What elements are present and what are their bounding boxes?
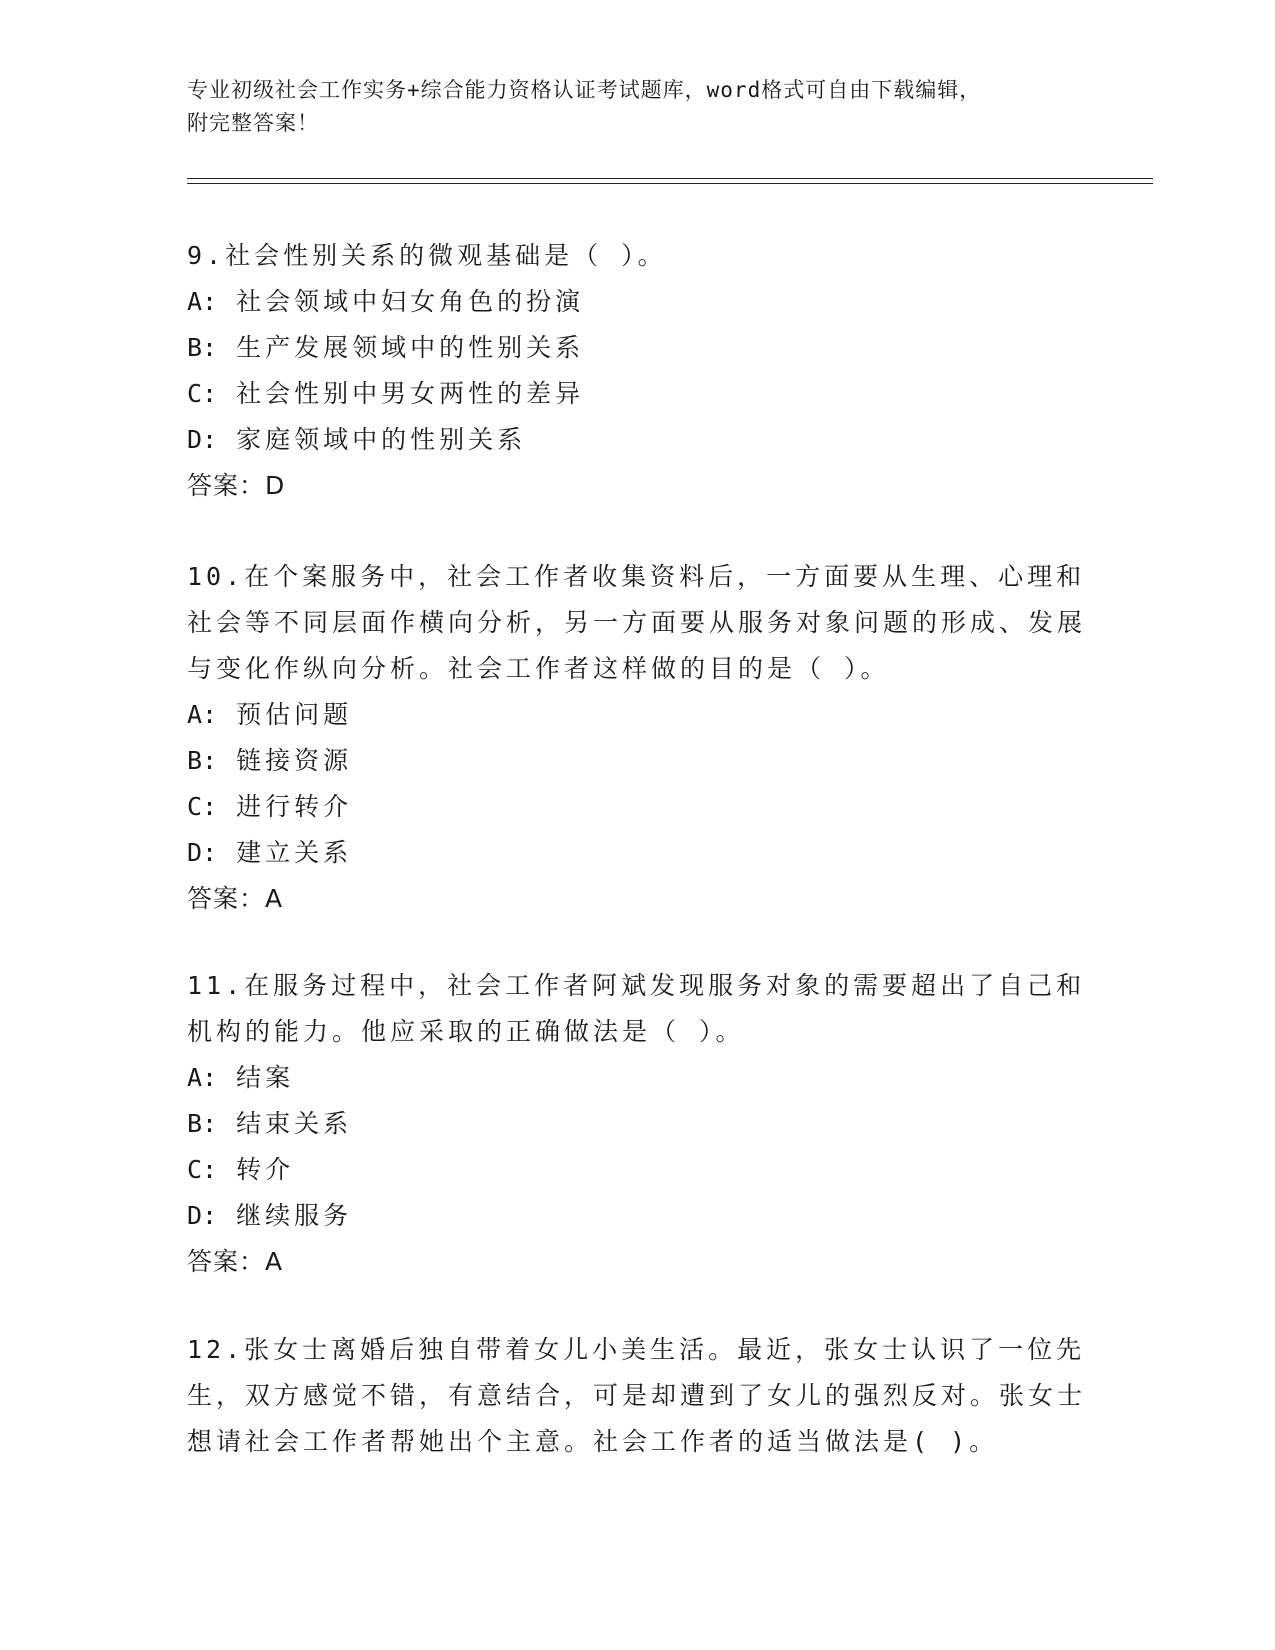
option-text: 家庭领域中的性别关系 bbox=[236, 425, 527, 454]
header-line-2: 附完整答案！ bbox=[187, 111, 319, 135]
option-letter: D: bbox=[187, 425, 218, 454]
option-c bbox=[187, 1147, 1087, 1193]
option-letter: B: bbox=[187, 333, 218, 362]
option-text: 社会领域中妇女角色的扮演 bbox=[236, 287, 585, 316]
option-d bbox=[187, 1193, 1087, 1239]
option-letter: A: bbox=[187, 1063, 218, 1092]
option-text: 建立关系 bbox=[236, 838, 353, 867]
option-text: 进行转介 bbox=[236, 792, 353, 821]
option-text: 社会性别中男女两性的差异 bbox=[236, 379, 585, 408]
option-letter: C: bbox=[187, 379, 218, 408]
option-text: 转介 bbox=[236, 1155, 295, 1184]
answer-line: 答案：A bbox=[187, 884, 284, 913]
question-stem: 10.在个案服务中，社会工作者收集资料后，一方面要从生理、心理和社会等不同层面作横向分析，另一方面要从服务对象问题的形成、发展与变化作纵向分析。社会工作者这样做的目的是（ ）。 bbox=[187, 562, 1087, 683]
option-text: 预估问题 bbox=[236, 700, 353, 729]
answer-line: 答案：A bbox=[187, 1247, 284, 1276]
option-a bbox=[187, 692, 1087, 738]
option-letter: C: bbox=[187, 1155, 218, 1184]
question-stem: 12.张女士离婚后独自带着女儿小美生活。最近，张女士认识了一位先生，双方感觉不错，有意结合，可是却遭到了女儿的强烈反对。张女士想请社会工作者帮她出个主意。社会工作者的适当做法是( )。 bbox=[187, 1335, 1087, 1456]
document-header bbox=[187, 74, 1087, 140]
question-11 bbox=[187, 963, 1087, 1285]
option-b bbox=[187, 325, 1087, 371]
option-letter: B: bbox=[187, 1109, 218, 1138]
option-c bbox=[187, 371, 1087, 417]
question-stem: 11.在服务过程中，社会工作者阿斌发现服务对象的需要超出了自己和机构的能力。他应采取的正确做法是（ ）。 bbox=[187, 971, 1086, 1046]
question-12 bbox=[187, 1327, 1087, 1465]
question-10 bbox=[187, 554, 1087, 922]
option-d bbox=[187, 417, 1087, 463]
option-d bbox=[187, 830, 1087, 876]
question-9 bbox=[187, 233, 1087, 509]
option-c bbox=[187, 784, 1087, 830]
option-text: 生产发展领域中的性别关系 bbox=[236, 333, 585, 362]
option-letter: B: bbox=[187, 746, 218, 775]
option-b bbox=[187, 738, 1087, 784]
option-letter: D: bbox=[187, 838, 218, 867]
answer-line: 答案：D bbox=[187, 471, 286, 500]
header-divider-bottom bbox=[187, 183, 1153, 184]
header-divider-top bbox=[187, 178, 1153, 179]
option-letter: A: bbox=[187, 700, 218, 729]
option-a bbox=[187, 1055, 1087, 1101]
question-stem: 9.社会性别关系的微观基础是（ ）。 bbox=[187, 241, 667, 270]
option-text: 继续服务 bbox=[236, 1201, 353, 1230]
option-a bbox=[187, 279, 1087, 325]
option-text: 结案 bbox=[236, 1063, 295, 1092]
option-b bbox=[187, 1101, 1087, 1147]
header-line-1: 专业初级社会工作实务+综合能力资格认证考试题库，word格式可自由下载编辑， bbox=[187, 78, 982, 102]
option-letter: C: bbox=[187, 792, 218, 821]
option-letter: A: bbox=[187, 287, 218, 316]
option-text: 链接资源 bbox=[236, 746, 353, 775]
option-text: 结束关系 bbox=[236, 1109, 353, 1138]
option-letter: D: bbox=[187, 1201, 218, 1230]
